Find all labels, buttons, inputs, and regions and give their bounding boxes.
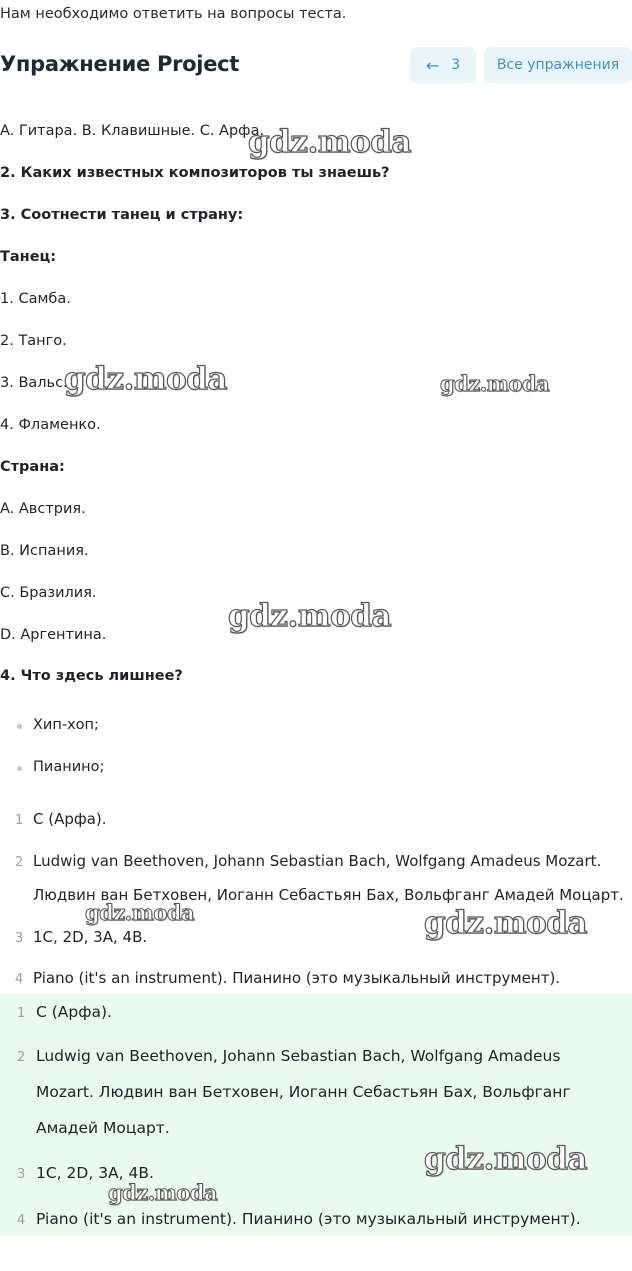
answer-number: 4 bbox=[17, 1213, 26, 1228]
country-item: A. Австрия. bbox=[0, 501, 86, 517]
answer-number: 4 bbox=[15, 972, 24, 987]
dance-item: 1. Самба. bbox=[0, 291, 71, 307]
prev-exercise-button[interactable] bbox=[410, 47, 476, 83]
bullet-item: Хип-хоп; bbox=[33, 717, 99, 733]
dance-item: 2. Танго. bbox=[0, 333, 67, 349]
watermark: gdz.moda bbox=[108, 1180, 218, 1205]
arrow-left-icon: ← bbox=[425, 55, 440, 75]
bullet-dot bbox=[17, 766, 22, 771]
intro-text: Нам необходимо ответить на вопросы теста. bbox=[0, 6, 347, 22]
answer-line: Piano (it's an instrument). Пианино (это музыкальный инструмент). bbox=[33, 969, 561, 987]
bullet-item: Пианино; bbox=[33, 759, 105, 775]
prev-exercise-number: 3 bbox=[451, 57, 461, 73]
country-item: C. Бразилия. bbox=[0, 585, 97, 601]
cut-off-line bbox=[0, 100, 632, 104]
answer-line: 1C, 2D, 3A, 4B. bbox=[33, 928, 148, 946]
watermark: gdz.moda bbox=[440, 371, 550, 396]
watermark: gdz.moda bbox=[85, 900, 195, 925]
watermark: gdz.moda bbox=[424, 1141, 587, 1177]
dance-item: 4. Фламенко. bbox=[0, 417, 101, 433]
question-3: 3. Соотнести танец и страну: bbox=[0, 207, 244, 223]
country-item: B. Испания. bbox=[0, 543, 89, 559]
answer-line: C (Арфа). bbox=[36, 1003, 112, 1021]
country-heading: Страна: bbox=[0, 459, 65, 475]
answer-number: 1 bbox=[15, 813, 24, 828]
q1-options: A. Гитара. B. Клавишные. C. Арфа. bbox=[0, 123, 265, 139]
dance-heading: Танец: bbox=[0, 249, 57, 265]
question-4: 4. Что здесь лишнее? bbox=[0, 668, 183, 684]
answer-line: Ludwig van Beethoven, Johann Sebastian Bach, Wolfgang Amadeus bbox=[36, 1047, 561, 1065]
answer-number: 3 bbox=[15, 931, 24, 946]
answer-number: 2 bbox=[15, 855, 24, 870]
answer-number: 3 bbox=[17, 1167, 26, 1182]
answer-line: Людвин ван Бетховен, Иоганн Себастьян Бах, Вольфганг Амадей Моцарт. bbox=[33, 886, 624, 904]
page-title: Упражнение Project bbox=[0, 52, 240, 76]
watermark: gdz.moda bbox=[64, 361, 227, 397]
answer-number: 2 bbox=[17, 1050, 26, 1065]
watermark: gdz.moda bbox=[228, 598, 391, 634]
question-2: 2. Каких известных композиторов ты знаешь? bbox=[0, 165, 390, 181]
answer-line: Mozart. Людвин ван Бетховен, Иоганн Себастьян Бах, Вольфганг bbox=[36, 1083, 571, 1101]
watermark: gdz.moda bbox=[248, 124, 411, 160]
answer-line: 1C, 2D, 3A, 4B. bbox=[36, 1164, 154, 1182]
answer-line: C (Арфа). bbox=[33, 810, 107, 828]
bullet-dot bbox=[17, 724, 22, 729]
answer-line: Амадей Моцарт. bbox=[36, 1119, 170, 1137]
watermark: gdz.moda bbox=[424, 905, 587, 941]
all-exercises-button[interactable]: Все упражнения bbox=[484, 47, 632, 83]
country-item: D. Аргентина. bbox=[0, 627, 107, 643]
answer-line: Ludwig van Beethoven, Johann Sebastian Bach, Wolfgang Amadeus Mozart. bbox=[33, 852, 602, 870]
answer-number: 1 bbox=[17, 1006, 26, 1021]
answer-line: Piano (it's an instrument). Пианино (это музыкальный инструмент). bbox=[36, 1210, 581, 1228]
dance-item: 3. Вальс. bbox=[0, 375, 68, 391]
